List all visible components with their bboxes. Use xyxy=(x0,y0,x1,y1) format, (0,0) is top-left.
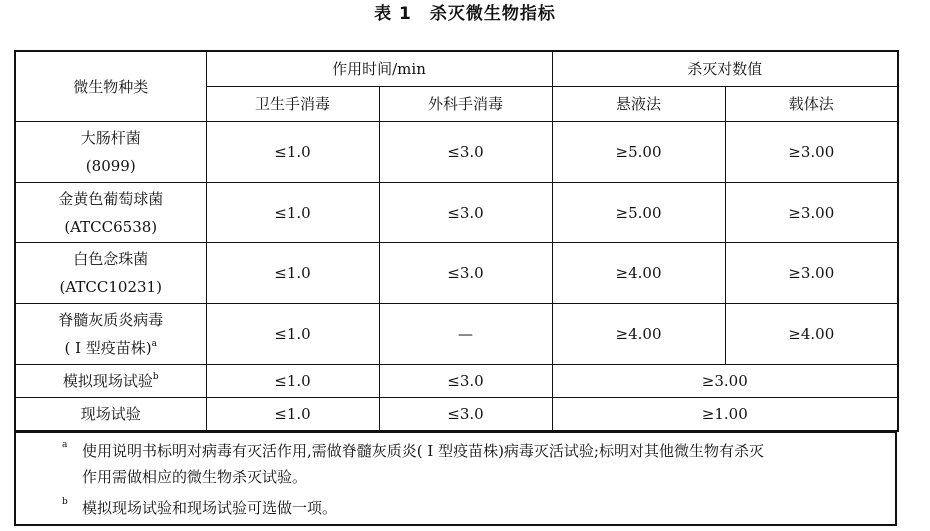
organism-strain: (ATCC6538) xyxy=(64,217,158,236)
organism-name: 脊髓灰质炎病毒 xyxy=(58,310,164,329)
organism-strain-line xyxy=(16,334,206,362)
organism-name: 白色念珠菌 xyxy=(73,250,149,269)
table-footnotes xyxy=(14,432,897,526)
organism-cell xyxy=(15,304,206,365)
hygienic-value: ≤1.0 xyxy=(206,243,379,304)
footnote-text: 模拟现场试验和现场试验可选做一项。 xyxy=(82,499,338,517)
header-organism: 微生物种类 xyxy=(15,51,206,122)
header-hygienic: 卫生手消毒 xyxy=(206,86,379,121)
carrier-value: ≥3.00 xyxy=(725,122,898,183)
organism-name: 现场试验 xyxy=(15,398,206,431)
header-carrier: 载体法 xyxy=(725,86,898,121)
table-row xyxy=(15,304,898,365)
hygienic-value: ≤1.0 xyxy=(206,398,379,431)
table-row xyxy=(15,364,898,397)
organism-name: 模拟现场试验 xyxy=(62,371,153,390)
surgical-value: ≤3.0 xyxy=(379,398,552,431)
footnote-marker: b xyxy=(152,371,159,382)
table-row xyxy=(15,122,898,183)
footnote-text-continued: 作用需做相应的微生物杀灭试验。 xyxy=(82,468,308,486)
organism-strain: (ATCC10231) xyxy=(59,278,162,297)
log-reduction-value: ≥1.00 xyxy=(552,398,898,431)
hygienic-value: ≤1.0 xyxy=(206,304,379,365)
hygienic-value: ≤1.0 xyxy=(206,122,379,183)
organism-name: 金黄色葡萄球菌 xyxy=(58,189,164,208)
header-suspension: 悬液法 xyxy=(552,86,725,121)
organism-cell xyxy=(15,122,206,183)
suspension-value: ≥4.00 xyxy=(552,243,725,304)
table-title xyxy=(0,3,930,25)
organism-cell xyxy=(15,243,206,304)
footnote-b xyxy=(62,495,896,521)
hygienic-value: ≤1.0 xyxy=(206,182,379,243)
footnote-marker: a xyxy=(151,338,158,349)
hygienic-value: ≤1.0 xyxy=(206,364,379,397)
suspension-value: ≥5.00 xyxy=(552,122,725,183)
microbe-kill-table xyxy=(14,50,899,432)
footnote-a xyxy=(62,438,896,490)
organism-strain: ( Ⅰ 型疫苗株) xyxy=(64,338,152,357)
table-row xyxy=(15,243,898,304)
log-reduction-value: ≥3.00 xyxy=(552,364,898,397)
header-log-reduction: 杀灭对数值 xyxy=(552,51,898,86)
footnote-marker: b xyxy=(62,497,68,507)
suspension-value: ≥4.00 xyxy=(552,304,725,365)
organism-name: 大肠杆菌 xyxy=(80,129,141,148)
carrier-value: ≥3.00 xyxy=(725,182,898,243)
surgical-value: ≤3.0 xyxy=(379,364,552,397)
suspension-value: ≥5.00 xyxy=(552,182,725,243)
organism-cell xyxy=(15,182,206,243)
footnote-marker: a xyxy=(62,440,68,450)
surgical-value: — xyxy=(379,304,552,365)
table-row xyxy=(15,182,898,243)
organism-cell xyxy=(15,364,206,397)
footnote-text: 使用说明书标明对病毒有灭活作用,需做脊髓灰质炎( Ⅰ 型疫苗株)病毒灭活试验;标明对其他微生物有杀灭 xyxy=(82,442,764,460)
header-surgical: 外科手消毒 xyxy=(379,86,552,121)
organism-strain: (8099) xyxy=(85,157,136,176)
table-title-text: 杀灭微生物指标 xyxy=(429,4,556,24)
table-number: 表 1 xyxy=(374,4,412,24)
header-action-time: 作用时间/min xyxy=(206,51,552,86)
carrier-value: ≥3.00 xyxy=(725,243,898,304)
surgical-value: ≤3.0 xyxy=(379,243,552,304)
surgical-value: ≤3.0 xyxy=(379,182,552,243)
table-row xyxy=(15,398,898,431)
carrier-value: ≥4.00 xyxy=(725,304,898,365)
surgical-value: ≤3.0 xyxy=(379,122,552,183)
